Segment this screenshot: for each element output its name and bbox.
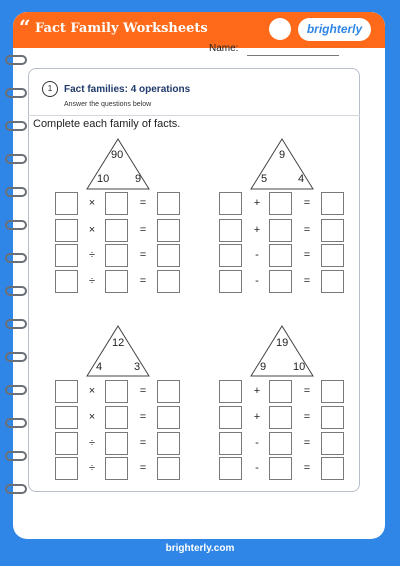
binder-ring-icon <box>5 385 27 395</box>
fact-triangle <box>250 138 314 190</box>
equals-sign: = <box>303 249 311 261</box>
answer-box[interactable] <box>219 406 242 429</box>
triangle-right-number: 3 <box>134 361 141 373</box>
answer-box[interactable] <box>321 380 344 403</box>
binder-ring-icon <box>5 121 27 131</box>
worksheet-title: Fact Family Worksheets <box>35 21 208 36</box>
triangle-top-number: 12 <box>112 337 125 349</box>
operator-sign: × <box>88 224 96 236</box>
operator-sign: + <box>253 411 261 423</box>
binder-ring-icon <box>5 220 27 230</box>
answer-box[interactable] <box>55 457 78 480</box>
answer-box[interactable] <box>105 219 128 242</box>
answer-box[interactable] <box>157 406 180 429</box>
equals-sign: = <box>303 411 311 423</box>
triangle-left-number: 4 <box>96 361 103 373</box>
answer-box[interactable] <box>321 192 344 215</box>
name-input-line[interactable] <box>247 55 339 56</box>
answer-box[interactable] <box>219 380 242 403</box>
binder-ring-icon <box>5 88 27 98</box>
equals-sign: = <box>303 197 311 209</box>
answer-box[interactable] <box>321 244 344 267</box>
footer-website-link[interactable]: brighterly.com <box>165 543 235 554</box>
answer-box[interactable] <box>269 192 292 215</box>
answer-box[interactable] <box>157 192 180 215</box>
answer-box[interactable] <box>157 457 180 480</box>
operator-sign: + <box>253 385 261 397</box>
equals-sign: = <box>303 275 311 287</box>
answer-box[interactable] <box>105 380 128 403</box>
triangle-top-number: 19 <box>276 337 289 349</box>
answer-box[interactable] <box>105 192 128 215</box>
triangle-right-number: 4 <box>298 173 305 185</box>
header-dot-icon <box>269 18 291 40</box>
answer-box[interactable] <box>55 219 78 242</box>
answer-box[interactable] <box>269 219 292 242</box>
equals-sign: = <box>303 437 311 449</box>
equals-sign: = <box>139 385 147 397</box>
triangle-right-number: 9 <box>135 173 142 185</box>
operator-sign: + <box>253 224 261 236</box>
equals-sign: = <box>139 275 147 287</box>
answer-box[interactable] <box>269 457 292 480</box>
equals-sign: = <box>303 224 311 236</box>
answer-box[interactable] <box>105 457 128 480</box>
operator-sign: ÷ <box>88 249 96 261</box>
answer-box[interactable] <box>55 270 78 293</box>
equals-sign: = <box>139 462 147 474</box>
name-label: Name: <box>209 43 239 54</box>
operator-sign: × <box>88 385 96 397</box>
worksheet-header <box>13 12 385 48</box>
answer-box[interactable] <box>105 270 128 293</box>
binder-ring-icon <box>5 154 27 164</box>
binder-ring-icon <box>5 352 27 362</box>
operator-sign: - <box>255 437 259 449</box>
quote-icon: “ <box>19 15 31 39</box>
section-number-badge: 1 <box>42 81 58 97</box>
equals-sign: = <box>139 224 147 236</box>
answer-box[interactable] <box>157 380 180 403</box>
triangle-left-number: 9 <box>260 361 267 373</box>
answer-box[interactable] <box>269 244 292 267</box>
answer-box[interactable] <box>55 380 78 403</box>
answer-box[interactable] <box>55 432 78 455</box>
equals-sign: = <box>139 249 147 261</box>
equals-sign: = <box>139 437 147 449</box>
answer-box[interactable] <box>321 457 344 480</box>
binder-ring-icon <box>5 418 27 428</box>
answer-box[interactable] <box>269 406 292 429</box>
equals-sign: = <box>303 385 311 397</box>
answer-box[interactable] <box>157 219 180 242</box>
answer-box[interactable] <box>219 457 242 480</box>
binder-ring-icon <box>5 253 27 263</box>
binder-ring-icon <box>5 484 27 494</box>
answer-box[interactable] <box>269 432 292 455</box>
section-title: Fact families: 4 operations <box>64 84 191 95</box>
section-subtitle: Answer the questions below <box>64 101 152 108</box>
answer-box[interactable] <box>55 244 78 267</box>
operator-sign: ÷ <box>88 275 96 287</box>
operator-sign: × <box>88 411 96 423</box>
answer-box[interactable] <box>321 219 344 242</box>
answer-box[interactable] <box>157 244 180 267</box>
brand-logo-text: brighterly <box>306 22 363 36</box>
answer-box[interactable] <box>269 380 292 403</box>
answer-box[interactable] <box>321 432 344 455</box>
binder-ring-icon <box>5 187 27 197</box>
equals-sign: = <box>139 197 147 209</box>
triangle-top-number: 90 <box>111 149 124 161</box>
answer-box[interactable] <box>105 406 128 429</box>
answer-box[interactable] <box>105 432 128 455</box>
equals-sign: = <box>139 411 147 423</box>
operator-sign: - <box>255 462 259 474</box>
triangle-left-number: 5 <box>261 173 268 185</box>
answer-box[interactable] <box>219 219 242 242</box>
answer-box[interactable] <box>157 432 180 455</box>
instruction-text: Complete each family of facts. <box>33 118 181 130</box>
triangle-left-number: 10 <box>97 173 110 185</box>
answer-box[interactable] <box>321 406 344 429</box>
triangle-top-number: 9 <box>279 149 286 161</box>
binder-ring-icon <box>5 451 27 461</box>
answer-box[interactable] <box>105 244 128 267</box>
binder-ring-icon <box>5 55 27 65</box>
operator-sign: ÷ <box>88 437 96 449</box>
operator-sign: ÷ <box>88 462 96 474</box>
operator-sign: + <box>253 197 261 209</box>
answer-box[interactable] <box>55 192 78 215</box>
operator-sign: - <box>255 249 259 261</box>
answer-box[interactable] <box>219 244 242 267</box>
operator-sign: × <box>88 197 96 209</box>
binder-ring-icon <box>5 319 27 329</box>
answer-box[interactable] <box>321 270 344 293</box>
answer-box[interactable] <box>219 192 242 215</box>
brand-logo <box>298 18 371 41</box>
equals-sign: = <box>303 462 311 474</box>
binder-ring-icon <box>5 286 27 296</box>
answer-box[interactable] <box>219 432 242 455</box>
triangle-right-number: 10 <box>293 361 306 373</box>
answer-box[interactable] <box>55 406 78 429</box>
operator-sign: - <box>255 275 259 287</box>
answer-box[interactable] <box>157 270 180 293</box>
section-divider <box>28 115 360 116</box>
answer-box[interactable] <box>219 270 242 293</box>
answer-box[interactable] <box>269 270 292 293</box>
